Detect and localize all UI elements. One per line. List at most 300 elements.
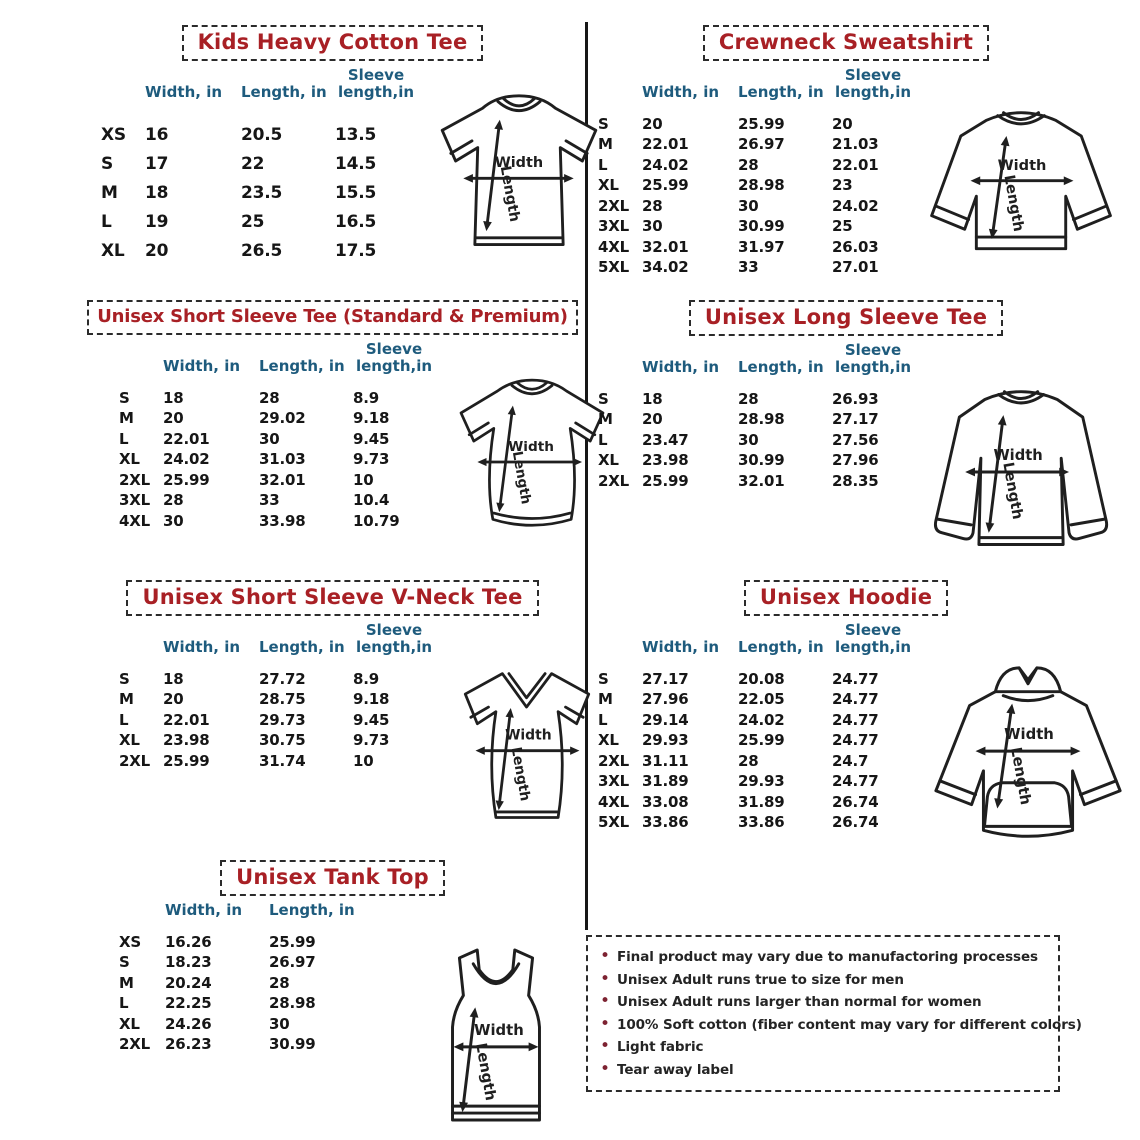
measurement-value: 27.72 <box>259 669 306 688</box>
length-arrow-label: Length <box>508 449 534 506</box>
column-header: Length, in <box>738 82 824 101</box>
table-header-row <box>598 342 920 376</box>
measurement-value: 25.99 <box>269 932 316 951</box>
section-title-box <box>744 580 948 616</box>
size-row <box>119 450 441 471</box>
measurement-value: 28 <box>259 388 280 407</box>
measurement-value: 9.45 <box>353 429 390 448</box>
measurement-value: 16 <box>145 124 169 145</box>
size-row <box>598 752 920 773</box>
size-label: XL <box>119 731 140 750</box>
measurement-value: 10 <box>353 470 374 489</box>
measurement-value: 31.97 <box>738 237 785 256</box>
size-row <box>598 451 920 472</box>
measurement-value: 30.99 <box>269 1035 316 1054</box>
measurement-value: 23.47 <box>642 430 689 449</box>
measurement-value: 29.02 <box>259 409 306 428</box>
size-row <box>598 690 920 711</box>
size-row <box>598 115 920 136</box>
measurement-value: 9.73 <box>353 450 390 469</box>
column-header: Width, in <box>145 82 223 101</box>
size-label: XS <box>119 932 141 951</box>
measurement-value: 20 <box>163 409 184 428</box>
size-row <box>101 241 423 270</box>
size-label: L <box>119 710 129 729</box>
size-row <box>119 430 441 451</box>
measurement-value: 27.96 <box>642 690 689 709</box>
measurement-value: 24.7 <box>832 751 869 770</box>
section-content <box>85 896 580 1134</box>
size-row <box>119 731 441 752</box>
size-label: S <box>598 389 609 408</box>
width-arrow-label: Width <box>494 154 544 171</box>
measurement-value: 33.86 <box>738 813 785 832</box>
size-row <box>119 409 441 430</box>
length-arrow-label: Length <box>1007 745 1035 807</box>
measurement-value: 20.24 <box>165 973 212 992</box>
table-header-row <box>119 902 369 919</box>
section-content <box>85 616 580 837</box>
measurement-value: 30 <box>163 511 184 530</box>
measurement-value: 26.74 <box>832 792 879 811</box>
measurement-value: 25.99 <box>642 471 689 490</box>
note-text: Light fabric <box>617 1039 704 1055</box>
section-title-box <box>87 300 578 335</box>
size-row <box>598 390 920 411</box>
size-table <box>85 622 441 772</box>
measurement-value: 21.03 <box>832 135 879 154</box>
section-title-box <box>182 25 484 61</box>
measurement-value: 22.25 <box>165 994 212 1013</box>
width-arrow-label: Width <box>505 727 552 744</box>
note-text: Unisex Adult runs larger than normal for women <box>617 994 982 1010</box>
column-header: Width, in <box>642 357 720 376</box>
section-unisex-short-sleeve-tee <box>85 272 580 552</box>
measurement-value: 26.74 <box>832 813 879 832</box>
width-arrow-label: Width <box>508 439 554 456</box>
size-label: L <box>598 710 608 729</box>
table-header-row <box>598 67 920 101</box>
measurement-value: 25.99 <box>738 731 785 750</box>
size-label: L <box>119 429 129 448</box>
size-row <box>119 690 441 711</box>
measurement-value: 30.99 <box>738 451 785 470</box>
measurement-value: 30 <box>642 217 663 236</box>
size-label: XS <box>101 124 126 145</box>
size-table <box>596 342 920 492</box>
measurement-value: 33.08 <box>642 792 689 811</box>
measurement-value: 28 <box>738 751 759 770</box>
measurement-value: 24.77 <box>832 772 879 791</box>
table-header-row <box>598 622 920 656</box>
size-row <box>119 389 441 410</box>
size-label: XL <box>598 731 619 750</box>
width-arrow-label: Width <box>993 447 1043 465</box>
measurement-value: 18 <box>145 182 169 203</box>
unisex-tank-top-illustration <box>412 936 580 1134</box>
size-row <box>101 125 423 154</box>
note-item <box>600 1036 1046 1059</box>
size-label: 3XL <box>598 217 629 236</box>
measurement-value: 25.99 <box>163 751 210 770</box>
size-row <box>598 772 920 793</box>
note-text: 100% Soft cotton (fiber content may vary for different colors) <box>617 1016 1082 1033</box>
measurement-value: 24.26 <box>165 1014 212 1033</box>
size-row <box>119 953 369 974</box>
size-label: S <box>598 669 609 688</box>
section-title: Unisex Short Sleeve V-Neck Tee <box>142 585 523 609</box>
column-header: Length, in <box>269 901 355 919</box>
measurement-value: 26.5 <box>241 240 283 261</box>
size-row <box>119 1015 369 1036</box>
width-arrow-label: Width <box>997 157 1047 175</box>
size-label: 2XL <box>119 470 150 489</box>
measurement-value: 31.89 <box>738 792 785 811</box>
size-row <box>598 410 920 431</box>
size-row <box>598 156 920 177</box>
tshirt-drawing <box>423 85 615 263</box>
size-table <box>85 67 423 270</box>
size-label: M <box>598 135 613 154</box>
hoodie-drawing <box>920 660 1138 863</box>
size-label: XL <box>598 451 619 470</box>
size-label: L <box>598 155 608 174</box>
size-table <box>85 341 441 532</box>
measurement-value: 34.02 <box>642 258 689 277</box>
bullet-icon: • <box>600 968 611 989</box>
measurement-value: 22.01 <box>642 135 689 154</box>
size-label: 4XL <box>119 511 150 530</box>
measurement-value: 32.01 <box>738 471 785 490</box>
size-row <box>119 974 369 995</box>
measurement-value: 28 <box>269 973 290 992</box>
size-label: 3XL <box>598 772 629 791</box>
measurement-value: 16.5 <box>335 211 377 232</box>
size-row <box>119 670 441 691</box>
measurement-value: 31.89 <box>642 772 689 791</box>
size-label: L <box>598 430 608 449</box>
note-item <box>600 946 1046 969</box>
measurement-value: 28.98 <box>738 410 785 429</box>
section-title: Unisex Tank Top <box>236 865 429 889</box>
size-row <box>119 471 441 492</box>
column-header: Length, in <box>241 82 327 101</box>
column-header: Length, in <box>738 357 824 376</box>
column-header: Length, in <box>259 637 345 656</box>
bullet-icon: • <box>600 946 611 966</box>
column-header: Sleeve length,in <box>355 340 433 375</box>
measurement-value: 30.99 <box>738 217 785 236</box>
measurement-value: 20 <box>642 114 663 133</box>
measurement-value: 28.35 <box>832 471 879 490</box>
kids-heavy-cotton-tee-illustration <box>423 85 615 263</box>
measurement-value: 27.17 <box>642 669 689 688</box>
measurement-value: 24.77 <box>832 690 879 709</box>
column-header: Sleeve length,in <box>834 66 912 101</box>
size-row <box>119 512 441 533</box>
section-title: Kids Heavy Cotton Tee <box>197 30 468 54</box>
bullet-icon: • <box>600 1036 611 1056</box>
section-title: Crewneck Sweatshirt <box>718 30 974 54</box>
table-header-row <box>119 341 441 375</box>
crewneck-sweatshirt-illustration <box>920 95 1124 280</box>
measurement-value: 30 <box>738 196 759 215</box>
measurement-value: 29.93 <box>642 731 689 750</box>
section-title-box <box>126 580 538 616</box>
measurement-value: 27.01 <box>832 258 879 277</box>
section-content <box>596 616 1096 863</box>
size-label: S <box>119 388 130 407</box>
measurement-value: 25 <box>832 217 853 236</box>
size-label: M <box>598 690 613 709</box>
section-unisex-tank-top <box>85 832 580 1134</box>
measurement-value: 26.97 <box>738 135 785 154</box>
measurement-value: 23.98 <box>163 731 210 750</box>
measurement-value: 27.96 <box>832 451 879 470</box>
size-row <box>119 1035 369 1056</box>
measurement-value: 22.01 <box>163 429 210 448</box>
size-row <box>101 154 423 183</box>
table-header-row <box>119 622 441 656</box>
section-title-box <box>220 860 445 896</box>
size-row <box>598 813 920 834</box>
longsleeve-drawing <box>920 376 1126 567</box>
length-arrow-label: Length <box>507 745 533 803</box>
column-header: Sleeve length,in <box>337 66 415 101</box>
length-arrow-label: Length <box>1000 173 1028 233</box>
length-arrow-label: Length <box>496 164 523 224</box>
size-row <box>119 752 441 773</box>
measurement-value: 28 <box>738 389 759 408</box>
column-header: Sleeve length,in <box>834 621 912 656</box>
size-row <box>598 217 920 238</box>
column-header: Width, in <box>642 637 720 656</box>
size-row <box>598 258 920 279</box>
bullet-icon: • <box>600 1058 611 1079</box>
column-header: Width, in <box>165 901 243 919</box>
measurement-value: 30.75 <box>259 731 306 750</box>
product-notes-box <box>586 935 1082 1092</box>
unisex-hoodie-illustration <box>920 660 1138 863</box>
size-label: S <box>119 669 130 688</box>
measurement-value: 25.99 <box>738 114 785 133</box>
measurement-value: 19 <box>145 211 169 232</box>
section-kids-heavy-cotton-tee <box>85 0 580 272</box>
size-label: S <box>119 953 130 972</box>
unisex-long-sleeve-tee-illustration <box>920 376 1126 567</box>
size-label: XL <box>119 450 140 469</box>
measurement-value: 8.9 <box>353 669 379 688</box>
size-row <box>598 472 920 493</box>
measurement-value: 24.77 <box>832 710 879 729</box>
size-label: S <box>598 114 609 133</box>
measurement-value: 15.5 <box>335 182 377 203</box>
measurement-value: 29.93 <box>738 772 785 791</box>
size-row <box>101 183 423 212</box>
note-text: Unisex Adult runs true to size for men <box>617 971 904 988</box>
measurement-value: 31.74 <box>259 751 306 770</box>
measurement-value: 28 <box>163 491 184 510</box>
measurement-value: 17.5 <box>335 240 377 261</box>
section-unisex-long-sleeve-tee <box>596 272 1096 552</box>
size-label: 2XL <box>119 751 150 770</box>
length-arrow-label: Length <box>472 1041 500 1102</box>
column-header: Sleeve length,in <box>355 621 433 656</box>
measurement-value: 30 <box>269 1014 290 1033</box>
size-label: S <box>101 153 114 174</box>
measurement-value: 20.08 <box>738 669 785 688</box>
measurement-value: 29.14 <box>642 710 689 729</box>
size-label: M <box>598 410 613 429</box>
measurement-value: 28.98 <box>738 176 785 195</box>
size-label: 5XL <box>598 813 629 832</box>
measurement-value: 33 <box>259 491 280 510</box>
width-arrow-label: Width <box>1004 725 1054 744</box>
measurement-value: 26.23 <box>165 1035 212 1054</box>
size-label: XL <box>101 240 125 261</box>
size-label: L <box>119 994 129 1013</box>
measurement-value: 25 <box>241 211 265 232</box>
measurement-value: 20 <box>145 240 169 261</box>
measurement-value: 8.9 <box>353 388 379 407</box>
size-row <box>598 793 920 814</box>
measurement-value: 25.99 <box>642 176 689 195</box>
measurement-value: 20 <box>832 114 853 133</box>
section-content <box>596 336 1096 567</box>
section-unisex-hoodie <box>596 552 1096 907</box>
size-label: XL <box>119 1014 140 1033</box>
section-title-box <box>703 25 989 61</box>
size-label: M <box>119 409 134 428</box>
measurement-value: 10 <box>353 751 374 770</box>
tank-drawing <box>412 936 580 1134</box>
section-title-box <box>689 300 1003 336</box>
measurement-value: 24.02 <box>163 450 210 469</box>
column-header: Sleeve length,in <box>834 341 912 376</box>
measurement-value: 18.23 <box>165 953 212 972</box>
section-content <box>85 61 580 270</box>
measurement-value: 27.17 <box>832 410 879 429</box>
measurement-value: 23.98 <box>642 451 689 470</box>
size-label: XL <box>598 176 619 195</box>
section-crewneck-sweatshirt <box>596 0 1096 277</box>
note-text: Final product may vary due to manufactoring processes <box>617 949 1038 965</box>
note-item <box>600 969 1046 992</box>
column-header: Length, in <box>259 356 345 375</box>
note-text: Tear away label <box>617 1061 734 1078</box>
measurement-value: 30 <box>259 429 280 448</box>
size-row <box>119 491 441 512</box>
measurement-value: 24.02 <box>738 710 785 729</box>
measurement-value: 29.73 <box>259 710 306 729</box>
measurement-value: 24.02 <box>642 155 689 174</box>
section-title: Unisex Hoodie <box>759 585 933 609</box>
measurement-value: 22.01 <box>163 710 210 729</box>
size-row <box>101 212 423 241</box>
size-table <box>85 902 369 1056</box>
left-column <box>85 0 580 1134</box>
column-header: Width, in <box>163 356 241 375</box>
bullet-icon: • <box>600 1013 611 1034</box>
measurement-value: 10.4 <box>353 491 390 510</box>
measurement-value: 27.56 <box>832 430 879 449</box>
measurement-value: 30 <box>738 430 759 449</box>
measurement-value: 31.03 <box>259 450 306 469</box>
measurement-value: 20 <box>642 410 663 429</box>
crewneck-drawing <box>920 95 1124 280</box>
size-row <box>119 711 441 732</box>
size-label: 3XL <box>119 491 150 510</box>
bullet-icon: • <box>600 991 611 1011</box>
column-header: Width, in <box>642 82 720 101</box>
measurement-value: 32.01 <box>642 237 689 256</box>
size-row <box>598 431 920 452</box>
measurement-value: 23.5 <box>241 182 283 203</box>
size-label: L <box>101 211 112 232</box>
note-item <box>600 991 1046 1014</box>
measurement-value: 26.97 <box>269 953 316 972</box>
measurement-value: 33.98 <box>259 511 306 530</box>
note-item <box>600 1059 1046 1082</box>
measurement-value: 20 <box>163 690 184 709</box>
measurement-value: 24.02 <box>832 196 879 215</box>
measurement-value: 28.75 <box>259 690 306 709</box>
measurement-value: 33 <box>738 258 759 277</box>
size-row <box>598 731 920 752</box>
section-title: Unisex Long Sleeve Tee <box>704 305 988 329</box>
size-label: 2XL <box>598 196 629 215</box>
measurement-value: 22 <box>241 153 265 174</box>
measurement-value: 23 <box>832 176 853 195</box>
measurement-value: 22.01 <box>832 155 879 174</box>
measurement-value: 13.5 <box>335 124 377 145</box>
size-row <box>598 197 920 218</box>
measurement-value: 18 <box>642 389 663 408</box>
measurement-value: 31.11 <box>642 751 689 770</box>
section-title: Unisex Short Sleeve Tee (Standard & Premium) <box>97 306 568 327</box>
size-row <box>119 994 369 1015</box>
section-content <box>596 61 1096 280</box>
measurement-value: 18 <box>163 388 184 407</box>
measurement-value: 18 <box>163 669 184 688</box>
width-arrow-label: Width <box>474 1022 524 1039</box>
measurement-value: 22.05 <box>738 690 785 709</box>
section-unisex-vneck-tee <box>85 552 580 832</box>
measurement-value: 20.5 <box>241 124 283 145</box>
size-label: M <box>101 182 118 203</box>
size-label: 2XL <box>598 471 629 490</box>
measurement-value: 26.93 <box>832 389 879 408</box>
size-row <box>598 176 920 197</box>
measurement-value: 28.98 <box>269 994 316 1013</box>
table-header-row <box>101 67 423 101</box>
measurement-value: 24.77 <box>832 669 879 688</box>
size-table <box>596 67 920 279</box>
right-column <box>596 0 1096 1092</box>
note-item <box>600 1013 1082 1037</box>
size-table <box>596 622 920 834</box>
measurement-value: 33.86 <box>642 813 689 832</box>
measurement-value: 32.01 <box>259 470 306 489</box>
unisex-vneck-tee-illustration <box>441 656 613 837</box>
measurement-value: 28 <box>642 196 663 215</box>
column-header: Length, in <box>738 637 824 656</box>
size-row <box>119 933 369 954</box>
measurement-value: 24.77 <box>832 731 879 750</box>
measurement-value: 9.18 <box>353 690 390 709</box>
measurement-value: 9.18 <box>353 409 390 428</box>
size-label: 2XL <box>119 1035 150 1054</box>
